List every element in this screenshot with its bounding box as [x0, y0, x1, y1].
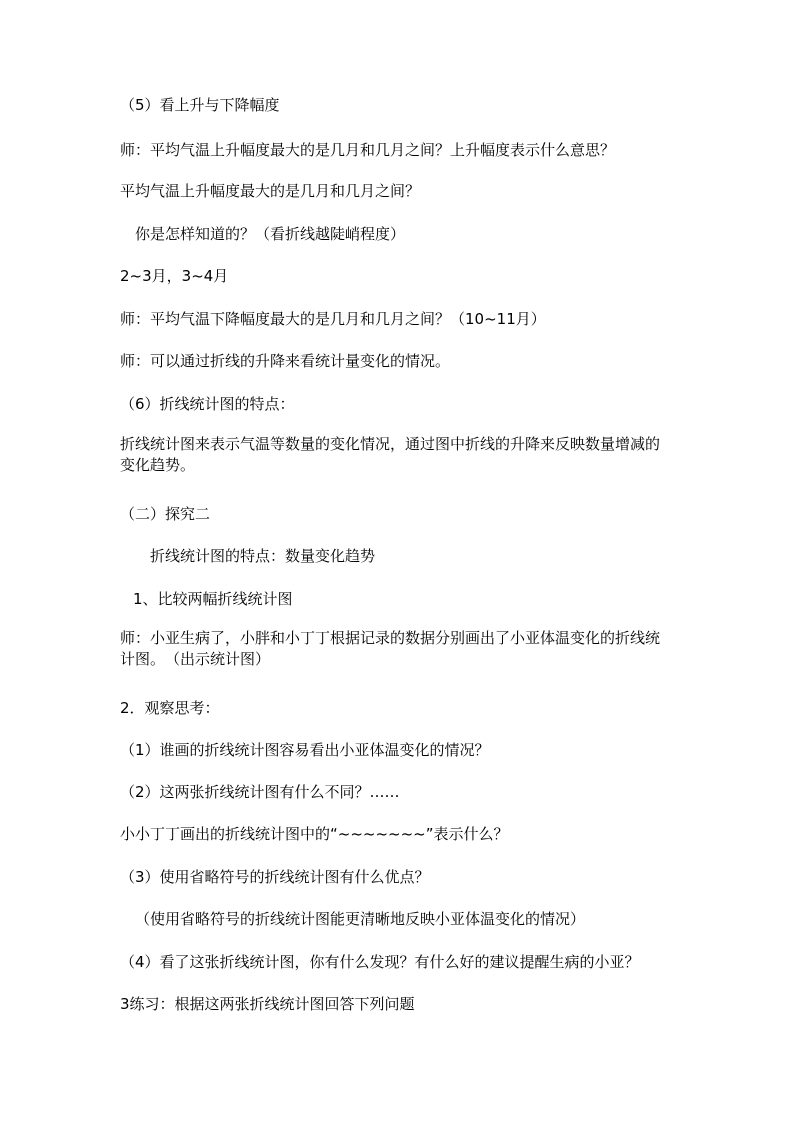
paragraph-rise-question: 平均气温上升幅度最大的是几月和几月之间？: [120, 182, 421, 200]
paragraph-teacher-question-fall: 师：平均气温下降幅度最大的是几月和几月之间？（10~11月）: [120, 310, 546, 328]
paragraph-features-description: 折线统计图来表示气温等数量的变化情况，通过图中折线的升降来反映数量增减的变化趋势。: [120, 435, 661, 474]
paragraph-compare-charts: 1、比较两幅折线统计图: [133, 590, 293, 608]
paragraph-features-trend: 折线统计图的特点：数量变化趋势: [150, 547, 376, 565]
paragraph-observe-think: 2．观察思考：: [120, 699, 220, 717]
paragraph-symbol-question: 小小丁丁画出的折线统计图中的“~~~~~~~”表示什么？: [120, 825, 509, 843]
paragraph-answer-3: （使用省略符号的折线统计图能更清晰地反映小亚体温变化的情况）: [135, 910, 586, 928]
paragraph-how-know: 你是怎样知道的？（看折线越陡峭程度）: [135, 225, 406, 243]
paragraph-teacher-conclusion: 师：可以通过折线的升降来看统计量变化的情况。: [120, 352, 451, 370]
paragraph-question-3: （3）使用省略符号的折线统计图有什么优点？: [120, 868, 430, 886]
paragraph-answer-months: 2~3月，3~4月: [120, 267, 229, 285]
paragraph-observe-rise-fall: （5）看上升与下降幅度: [120, 96, 280, 114]
paragraph-exercise: 3练习：根据这两张折线统计图回答下列问题: [120, 995, 415, 1013]
paragraph-question-2: （2）这两张折线统计图有什么不同？……: [120, 783, 400, 801]
section-heading-explore-two: （二）探究二: [120, 505, 211, 523]
paragraph-teacher-story: 师：小亚生病了，小胖和小丁丁根据记录的数据分别画出了小亚体温变化的折线统计图。 （出示统计图）: [120, 629, 661, 668]
paragraph-question-1: （1）谁画的折线统计图容易看出小亚体温变化的情况？: [120, 741, 490, 759]
paragraph-teacher-question-rise: 师：平均气温上升幅度最大的是几月和几月之间？上升幅度表示什么意思？: [120, 141, 616, 159]
paragraph-features-heading: （6）折线统计图的特点：: [120, 395, 295, 413]
paragraph-question-4: （4）看了这张折线统计图，你有什么发现？有什么好的建议提醒生病的小亚？: [120, 953, 640, 971]
